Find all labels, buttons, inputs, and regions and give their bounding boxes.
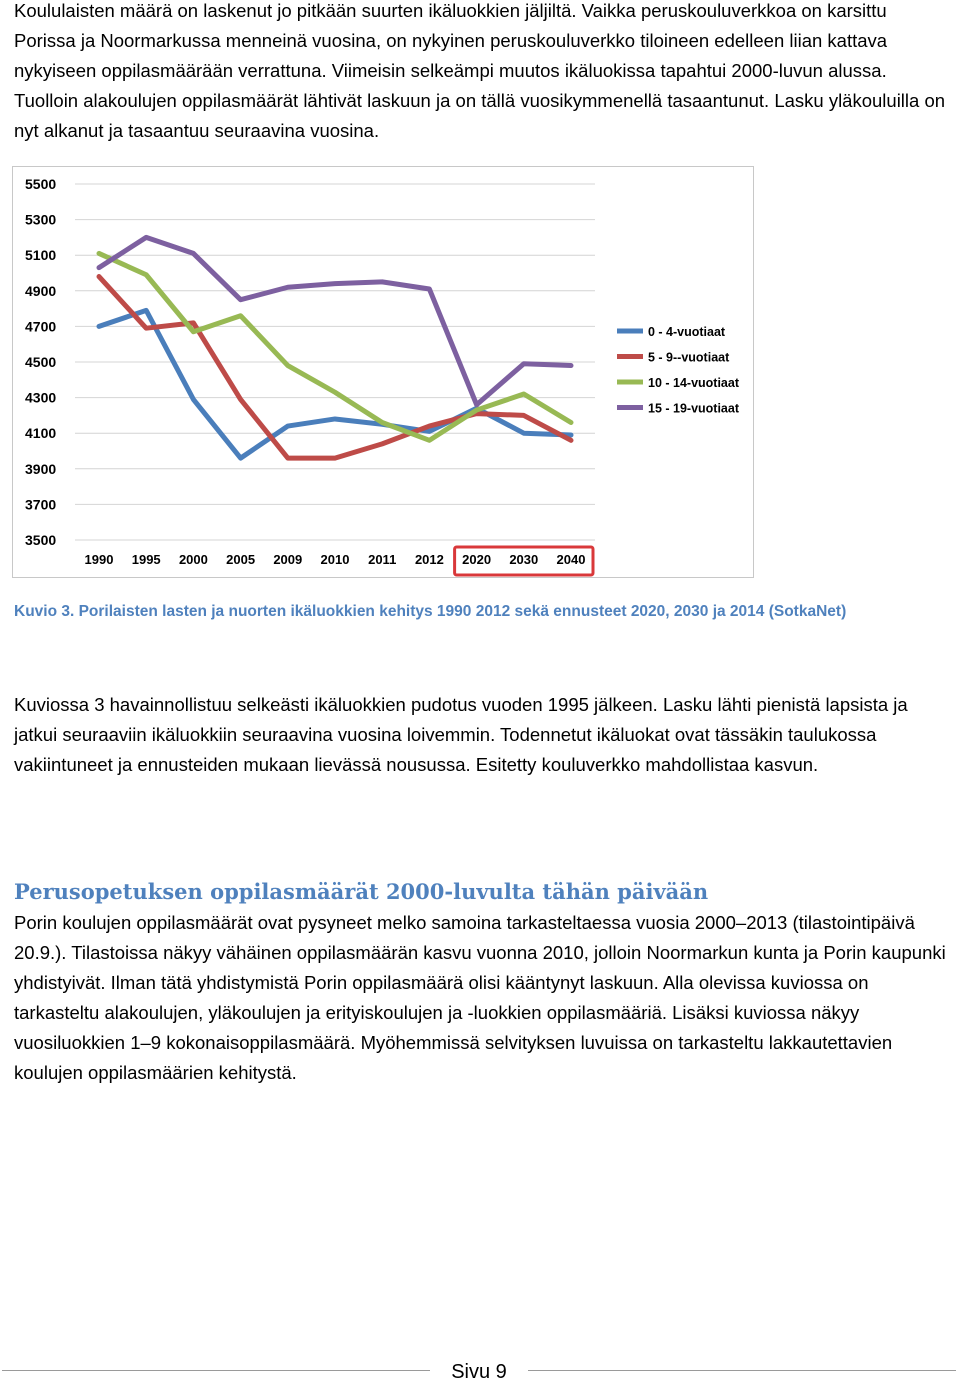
y-tick-label: 3900 [25,460,57,477]
page-number: Sivu 9 [451,1361,507,1383]
line-chart-svg [13,167,755,579]
x-tick-label: 2011 [368,552,397,567]
footer-rule-left [2,1370,430,1371]
y-tick-label: 4300 [25,389,57,406]
x-tick-label: 1995 [131,552,161,567]
x-tick-label: 2040 [556,552,586,567]
x-tick-label: 1990 [84,552,114,567]
legend-label: 5 - 9--vuotiaat [648,350,730,365]
legend-label: 0 - 4-vuotiaat [648,325,726,339]
section-heading: Perusopetuksen oppilasmäärät 2000-luvulta tähän päivään [14,879,709,904]
y-tick-label: 4500 [25,354,57,370]
analysis-paragraph: Kuviossa 3 havainnollistuu selkeästi ikäluokkien pudotus vuoden 1995 jälkeen. Lasku lähti pienistä lapsista ja jatkui seuraaviin ikäluokkiin seuraavina vuosina loivemmin. Todennetut ikäluokat ovat tässäkin taulukossa vakiintuneet ja ennusteiden mukaan lievässä nousussa. Esitetty kouluverkko mahdollistaa kasvun. [14,694,908,775]
y-tick-label: 3500 [25,532,57,548]
x-tick-label: 2010 [320,552,350,567]
section-paragraph: Porin koulujen oppilasmäärät ovat pysyneet melko samoina tarkasteltaessa vuosia 2000–2013 (tilastointipäivä 20.9.). Tilastoissa näkyy vähäinen oppilasmäärän kasvu vuonna 2010, jolloin Noormarkun kunta ja Porin kaupunki yhdistyivät. Ilman tätä yhdistymistä Porin oppilasmäärä olisi kääntynyt laskuun. Alla olevissa kuviossa on tarkasteltu alakoulujen, yläkoulujen ja erityiskoulujen ja -luokkien oppilasmääriä. Lisäksi kuviossa näkyy vuosiluokkien 1–9 kokonaisoppilasmäärä. Myöhemmissä selvityksen luvuissa on tarkasteltu lakkautettavien koulujen oppilasmäärien kehitystä. [14,912,946,1083]
x-tick-label: 2030 [509,552,539,567]
x-tick-label: 2005 [226,552,256,567]
y-tick-label: 5100 [25,247,57,264]
series-line [99,237,571,404]
y-tick-label: 4100 [25,425,57,442]
y-tick-label: 4700 [25,318,57,335]
age-group-chart [12,166,754,578]
figure-caption: Kuvio 3. Porilaisten lasten ja nuorten ikäluokkien kehitys 1990 2012 sekä ennusteet 2020, 2030 ja 2014 (SotkaNet) [14,603,847,620]
intro-paragraph: Koululaisten määrä on laskenut jo pitkään suurten ikäluokkien jäljiltä. Vaikka peruskouluverkkoa on karsittu Porissa ja Noormarkussa menneinä vuosina, on nykyinen peruskouluverkko tiloineen edelleen liian kattava nykyiseen oppilasmäärään verrattuna. Viimeisin selkeämpi muutos ikäluokissa tapahtui 2000-luvun alussa. Tuolloin alakoulujen oppilasmäärät lähtivät laskuun ja on tällä vuosikymmenellä tasaantunut. Lasku yläkouluilla on nyt alkanut ja tasaantuu seuraavina vuosina. [14,0,946,141]
y-tick-label: 4900 [25,282,57,299]
y-tick-label: 3700 [25,496,57,513]
y-tick-label: 5500 [25,176,57,192]
legend-label: 10 - 14-vuotiaat [648,376,740,390]
x-tick-label: 2000 [178,552,208,567]
x-tick-label: 2009 [273,552,303,567]
legend-label: 15 - 19-vuotiaat [648,401,740,416]
y-tick-label: 5300 [25,211,57,228]
x-tick-label: 2020 [462,552,492,567]
x-tick-label: 2012 [414,552,444,567]
footer-rule-right [528,1370,956,1371]
